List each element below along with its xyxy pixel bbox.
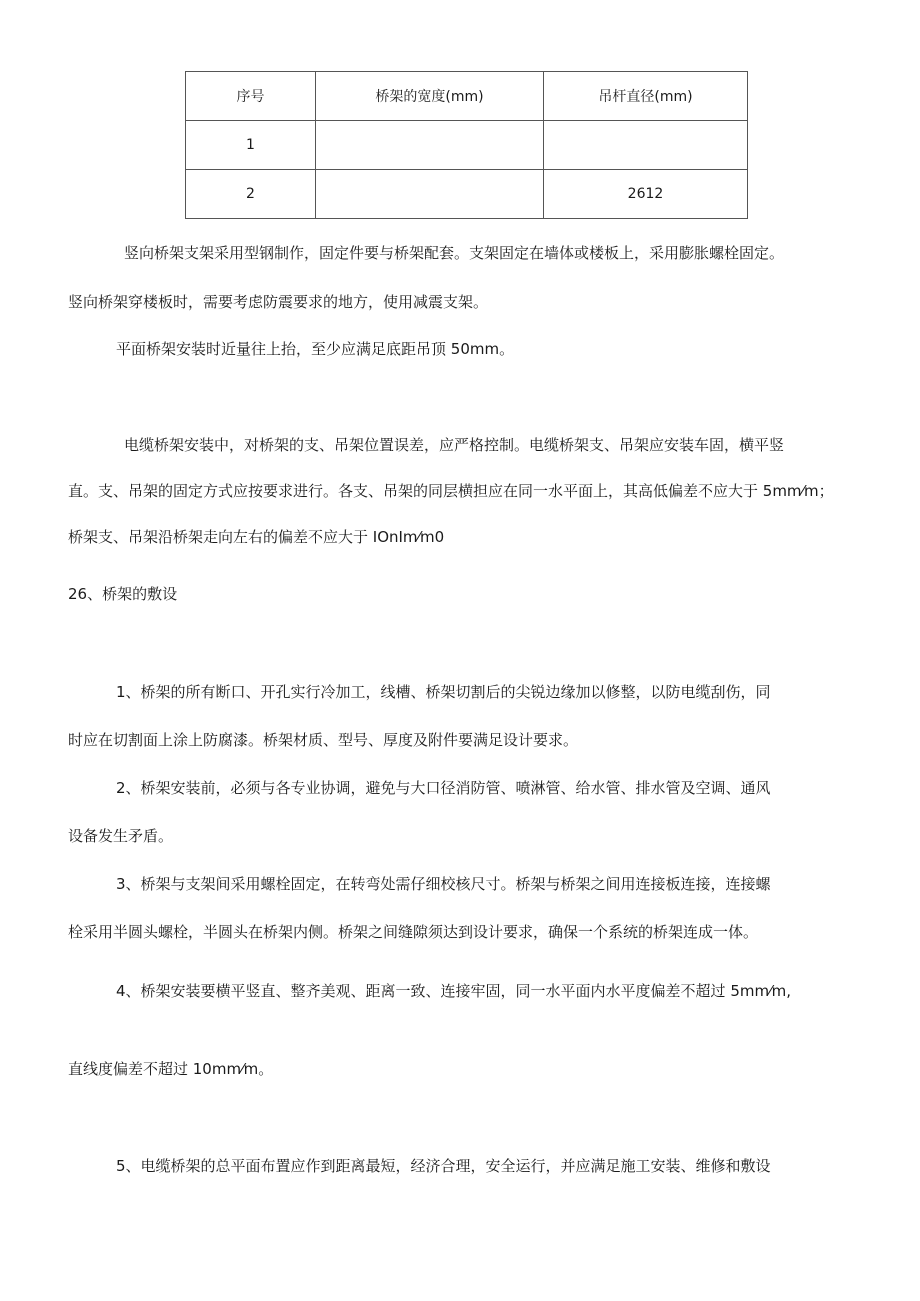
- header-width: 桥架的宽度(mm): [316, 72, 544, 121]
- text-line: 2、桥架安装前，必须与各专业协调，避免与大口径消防管、喷淋管、给水管、排水管及空调、通风: [116, 779, 771, 797]
- table-cell: [316, 121, 544, 170]
- table-cell: 2: [186, 170, 316, 219]
- header-rod-diameter: 吊杆直径(mm): [544, 72, 748, 121]
- spec-table: [185, 71, 748, 219]
- text-line: 竖向桥架穿楼板时，需要考虑防震要求的地方，使用减震支架。: [68, 293, 489, 311]
- table-row: [186, 121, 748, 170]
- text-line: 设备发生矛盾。: [68, 827, 174, 845]
- table-row: [186, 170, 748, 219]
- table-cell: 1: [186, 121, 316, 170]
- text-line: 平面桥架安装时近量往上抬，至少应满足底距吊顶 50mm。: [116, 340, 515, 358]
- text-line: 1、桥架的所有断口、开孔实行冷加工，线槽、桥架切割后的尖锐边缘加以修整，以防电缆刮伤，同: [116, 683, 771, 701]
- text-line: 直。支、吊架的固定方式应按要求进行。各支、吊架的同层横担应在同一水平面上，其高低偏差不应大于 5mm⁄m；: [68, 482, 834, 500]
- table-cell: 2612: [544, 170, 748, 219]
- text-line: 4、桥架安装要横平竖直、整齐美观、距离一致、连接牢固，同一水平面内水平度偏差不超过 5mm⁄m,: [116, 982, 791, 1000]
- table-cell: [316, 170, 544, 219]
- text-line: 竖向桥架支架采用型钢制作，固定件要与桥架配套。支架固定在墙体或楼板上，采用膨胀螺栓固定。: [124, 244, 785, 262]
- text-line: 3、桥架与支架间采用螺栓固定，在转弯处需仔细校核尺寸。桥架与桥架之间用连接板连接，连接螺: [116, 875, 771, 893]
- header-index: 序号: [186, 72, 316, 121]
- text-line: 栓采用半圆头螺栓，半圆头在桥架内侧。桥架之间缝隙须达到设计要求，确保一个系统的桥架连成一体。: [68, 923, 759, 941]
- section-heading: 26、桥架的敷设: [68, 585, 178, 603]
- text-line: 电缆桥架安装中，对桥架的支、吊架位置误差，应严格控制。电缆桥架支、吊架应安装车固，横平竖: [124, 436, 785, 454]
- text-line: 5、电缆桥架的总平面布置应作到距离最短，经济合理，安全运行，并应满足施工安装、维修和敷设: [116, 1157, 771, 1175]
- table-cell: [544, 121, 748, 170]
- text-line: 桥架支、吊架沿桥架走向左右的偏差不应大于 IOnIm⁄m0: [68, 528, 445, 546]
- text-line: 直线度偏差不超过 10mm⁄m。: [68, 1060, 274, 1078]
- text-line: 时应在切割面上涂上防腐漆。桥架材质、型号、厚度及附件要满足设计要求。: [68, 731, 579, 749]
- table-header-row: [186, 72, 748, 121]
